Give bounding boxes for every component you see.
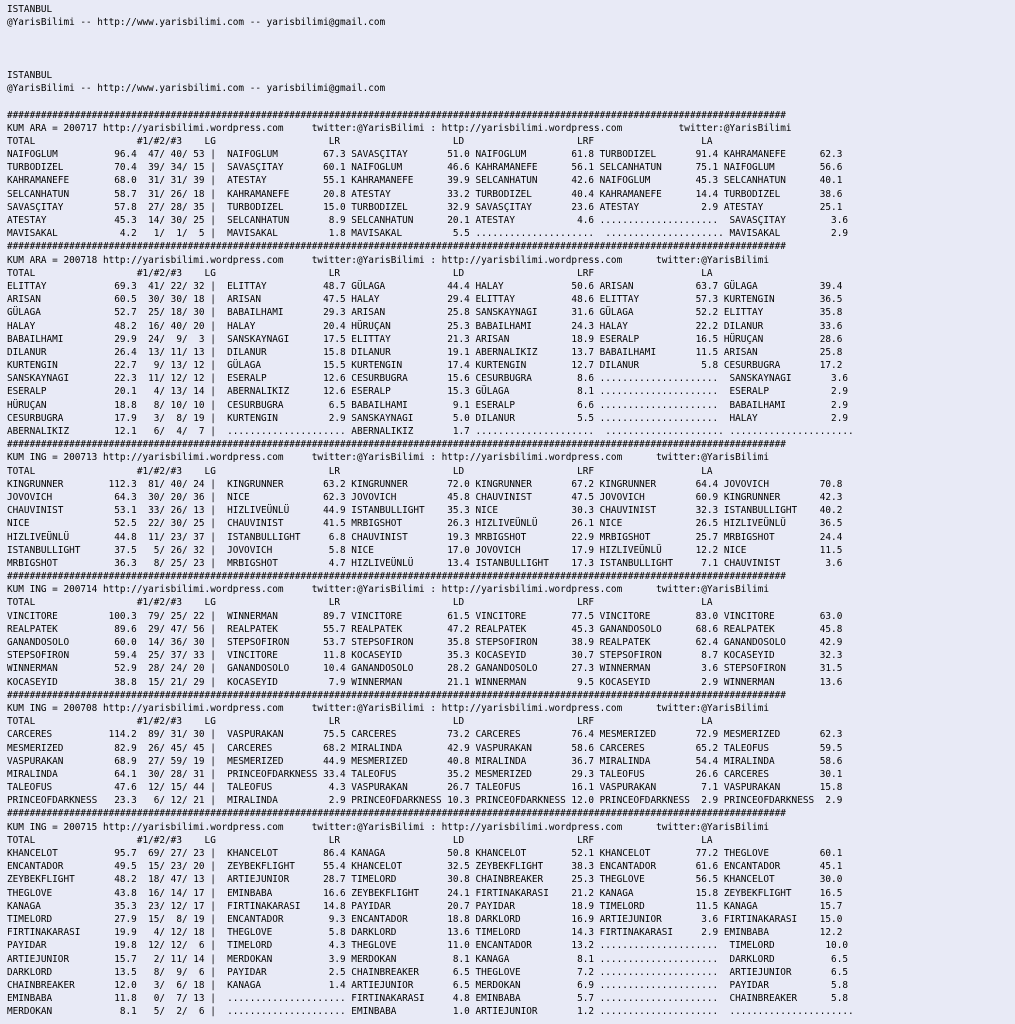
header-city: ISTANBUL [7, 69, 53, 81]
table-row: MESMERIZED 82.9 26/ 45/ 45 | CARCERES 68.2 MIRALINDA 42.9 VASPURAKAN 58.6 CARCERES 65.2 TALEOFUS 59.5 [7, 742, 843, 754]
table-row: TALEOFUS 47.6 12/ 15/ 44 | TALEOFUS 4.3 VASPURAKAN 26.7 TALEOFUS 16.1 VASPURAKAN 7.1 VASPURAKAN 15.8 [7, 782, 843, 794]
table-row: JOVOVICH 64.3 30/ 20/ 36 | NICE 62.3 JOVOVICH 45.8 CHAUVINIST 47.5 JOVOVICH 60.9 KINGRUNNER 42.3 [7, 491, 843, 503]
table-row: ELITTAY 69.3 41/ 22/ 32 | ELITTAY 48.7 GÜLAGA 44.4 HALAY 50.6 ARISAN 63.7 GÜLAGA 39.4 [7, 280, 843, 292]
table-row: HIZLIVEÜNLÜ 44.8 11/ 23/ 37 | ISTANBULLIGHT 6.8 CHAUVINIST 19.3 MRBIGSHOT 22.9 MRBIGSHOT 25.7 MRBIGSHOT 24.4 [7, 531, 843, 543]
table-row: ARISAN 60.5 30/ 30/ 18 | ARISAN 47.5 HALAY 29.4 ELITTAY 48.6 ELITTAY 57.3 KURTENGIN 36.5 [7, 294, 843, 306]
section-title: KUM ARA = 200717 http://yarisbilimi.wordpress.com twitter:@YarisBilimi : http://yarisbilimi.wordpress.com twitter:@YarisBilimi [7, 122, 792, 134]
table-row: SELCANHATUN 58.7 31/ 26/ 18 | KAHRAMANEFE 20.8 ATESTAY 33.2 TURBODIZEL 40.4 KAHRAMANEFE 14.4 TURBODIZEL 38.6 [7, 188, 843, 200]
table-row: NICE 52.5 22/ 30/ 25 | CHAUVINIST 41.5 MRBIGSHOT 26.3 HIZLIVEÜNLÜ 26.1 NICE 26.5 HIZLIVEÜNLÜ 36.5 [7, 518, 843, 530]
table-row: ENCANTADOR 49.5 15/ 23/ 20 | ZEYBEKFLIGHT 55.4 KHANCELOT 32.5 ZEYBEKFLIGHT 38.3 ENCANTADOR 61.6 ENCANTADOR 45.1 [7, 861, 843, 873]
blank-line [7, 29, 1015, 42]
section-title: KUM ING = 200713 http://yarisbilimi.wordpress.com twitter:@YarisBilimi : http://yarisbilimi.wordpress.com twitter:@YarisBilimi [7, 452, 769, 464]
table-row: DILANUR 26.4 13/ 11/ 13 | DILANUR 15.8 DILANUR 19.1 ABERNALIKIZ 13.7 BABAILHAMI 11.5 ARISAN 25.8 [7, 346, 843, 358]
table-row: TIMELORD 27.9 15/ 8/ 19 | ENCANTADOR 9.3 ENCANTADOR 18.8 DARKLORD 16.9 ARTIEJUNIOR 3.6 FIRTINAKARASI 15.0 [7, 913, 843, 925]
column-header: TOTAL #1/#2/#3 LG LR LD LRF LA [7, 597, 713, 609]
separator-line: ########################################################################################################################################## [7, 241, 786, 253]
separator-line: ########################################################################################################################################## [7, 808, 786, 820]
table-row: ZEYBEKFLIGHT 48.2 18/ 47/ 13 | ARTIEJUNIOR 28.7 TIMELORD 30.8 CHAINBREAKER 25.3 THEGLOVE 56.5 KHANCELOT 30.0 [7, 874, 843, 886]
table-row: VINCITORE 100.3 79/ 25/ 22 | WINNERMAN 89.7 VINCITORE 61.5 VINCITORE 77.5 VINCITORE 83.0 VINCITORE 63.0 [7, 610, 843, 622]
blank-line [7, 43, 1015, 56]
table-row: KANAGA 35.3 23/ 12/ 17 | FIRTINAKARASI 14.8 PAYIDAR 20.7 PAYIDAR 18.9 TIMELORD 11.5 KANAGA 15.7 [7, 900, 843, 912]
table-row: SANSKAYNAGI 22.3 11/ 12/ 12 | ESERALP 12.6 CESURBUGRA 15.6 CESURBUGRA 8.6 ..................... SANSKAYNAGI 3.6 [7, 373, 848, 385]
table-row: CHAINBREAKER 12.0 3/ 6/ 18 | KANAGA 1.4 ARTIEJUNIOR 6.5 MERDOKAN 6.9 ..................... PAYIDAR 5.8 [7, 979, 848, 991]
table-row: KINGRUNNER 112.3 81/ 40/ 24 | KINGRUNNER 63.2 KINGRUNNER 72.0 KINGRUNNER 67.2 KINGRUNNER 64.4 JOVOVICH 70.8 [7, 478, 843, 490]
table-row: GÜLAGA 52.7 25/ 18/ 30 | BABAILHAMI 29.3 ARISAN 25.8 SANSKAYNAGI 31.6 GÜLAGA 52.2 ELITTAY 35.8 [7, 307, 843, 319]
separator-line: ########################################################################################################################################## [7, 439, 786, 451]
table-row: CHAUVINIST 53.1 33/ 26/ 13 | HIZLIVEÜNLÜ 44.9 ISTANBULLIGHT 35.3 NICE 30.3 CHAUVINIST 32.3 ISTANBULLIGHT 40.2 [7, 505, 843, 517]
table-row: HÜRUÇAN 18.8 8/ 10/ 10 | CESURBUGRA 6.5 BABAILHAMI 9.1 ESERALP 6.6 ..................... BABAILHAMI 2.9 [7, 399, 848, 411]
table-row: ESERALP 20.1 4/ 13/ 14 | ABERNALIKIZ 12.6 ESERALP 15.3 GÜLAGA 8.1 ..................... ESERALP 2.9 [7, 386, 848, 398]
table-row: KURTENGIN 22.7 9/ 13/ 12 | GÜLAGA 15.5 KURTENGIN 17.4 KURTENGIN 12.7 DILANUR 5.8 CESURBUGRA 17.2 [7, 360, 843, 372]
table-row: GANANDOSOLO 60.0 14/ 36/ 30 | STEPSOFIRON 53.7 STEPSOFIRON 35.8 STEPSOFIRON 38.9 REALPATEK 62.4 GANANDOSOLO 42.9 [7, 637, 843, 648]
header-contact: @YarisBilimi -- http://www.yarisbilimi.com -- yarisbilimi@gmail.com [7, 83, 386, 95]
separator-line: ########################################################################################################################################## [7, 689, 786, 701]
separator-line: ########################################################################################################################################## [7, 571, 786, 583]
table-row: KHANCELOT 95.7 69/ 27/ 23 | KHANCELOT 86.4 KANAGA 50.8 KHANCELOT 52.1 KHANCELOT 77.2 THEGLOVE 60.1 [7, 848, 843, 859]
table-row: ATESTAY 45.3 14/ 30/ 25 | SELCANHATUN 8.9 SELCANHATUN 20.1 ATESTAY 4.6 ..................... SAVASÇITAY 3.6 [7, 215, 848, 226]
table-row: SAVASÇITAY 57.8 27/ 28/ 35 | TURBODIZEL 15.0 TURBODIZEL 32.9 SAVASÇITAY 23.6 ATESTAY 2.9 ATESTAY 25.1 [7, 201, 843, 213]
table-row: STEPSOFIRON 59.4 25/ 37/ 33 | VINCITORE 11.8 KOCASEYID 35.3 KOCASEYID 30.7 STEPSOFIRON 8.7 KOCASEYID 32.3 [7, 650, 843, 662]
table-row: KAHRAMANEFE 68.0 31/ 31/ 39 | ATESTAY 55.1 KAHRAMANEFE 39.9 SELCANHATUN 42.6 NAIFOGLUM 45.3 SELCANHATUN 40.1 [7, 175, 843, 187]
table-row: EMINBABA 11.8 0/ 7/ 13 | ..................... FIRTINAKARASI 4.8 EMINBABA 5.7 ..................... CHAINBREAKER 5.8 [7, 993, 848, 1005]
table-row: MIRALINDA 64.1 30/ 28/ 31 | PRINCEOFDARKNESS 33.4 TALEOFUS 35.2 MESMERIZED 29.3 TALEOFUS 26.6 CARCERES 30.1 [7, 768, 843, 780]
table-row: DARKLORD 13.5 8/ 9/ 6 | PAYIDAR 2.5 CHAINBREAKER 6.5 THEGLOVE 7.2 ..................... ARTIEJUNIOR 6.5 [7, 966, 848, 978]
table-row: FIRTINAKARASI 19.9 4/ 12/ 18 | THEGLOVE 5.8 DARKLORD 13.6 TIMELORD 14.3 FIRTINAKARASI 2.9 EMINBABA 12.2 [7, 927, 843, 939]
section-title: KUM ING = 200714 http://yarisbilimi.wordpress.com twitter:@YarisBilimi : http://yarisbilimi.wordpress.com twitter:@YarisBilimi [7, 584, 769, 596]
table-row: MRBIGSHOT 36.3 8/ 25/ 23 | MRBIGSHOT 4.7 HIZLIVEÜNLÜ 13.4 ISTANBULLIGHT 17.3 ISTANBULLIGHT 7.1 CHAUVINIST 3.6 [7, 557, 843, 569]
table-row: REALPATEK 89.6 29/ 47/ 56 | REALPATEK 55.7 REALPATEK 47.2 REALPATEK 45.3 GANANDOSOLO 68.6 REALPATEK 45.8 [7, 623, 843, 635]
table-row: KOCASEYID 38.8 15/ 21/ 29 | KOCASEYID 7.9 WINNERMAN 21.1 WINNERMAN 9.5 KOCASEYID 2.9 WINNERMAN 13.6 [7, 676, 843, 688]
table-row: TURBODIZEL 70.4 39/ 34/ 15 | SAVASÇITAY 60.1 NAIFOGLUM 46.6 KAHRAMANEFE 56.1 SELCANHATUN 75.1 NAIFOGLUM 56.6 [7, 162, 843, 174]
race-sections [7, 109, 1015, 1019]
table-row: CESURBUGRA 17.9 3/ 8/ 19 | KURTENGIN 2.9 SANSKAYNAGI 5.0 DILANUR 5.5 ..................... HALAY 2.9 [7, 412, 848, 424]
table-row: PAYIDAR 19.8 12/ 12/ 6 | TIMELORD 4.3 THEGLOVE 11.0 ENCANTADOR 13.2 ..................... TIMELORD 10.0 [7, 940, 848, 952]
blank-line [7, 95, 1015, 108]
header-contact: @YarisBilimi -- http://www.yarisbilimi.com -- yarisbilimi@gmail.com [7, 17, 386, 29]
column-header: TOTAL #1/#2/#3 LG LR LD LRF LA [7, 267, 713, 279]
table-row: WINNERMAN 52.9 28/ 24/ 20 | GANANDOSOLO 10.4 GANANDOSOLO 28.2 GANANDOSOLO 27.3 WINNERMAN 3.6 STEPSOFIRON 31.5 [7, 663, 843, 675]
table-row: ISTANBULLIGHT 37.5 5/ 26/ 32 | JOVOVICH 5.8 NICE 17.0 JOVOVICH 17.9 HIZLIVEÜNLÜ 12.2 NICE 11.5 [7, 544, 843, 556]
section-title: KUM ARA = 200718 http://yarisbilimi.wordpress.com twitter:@YarisBilimi : http://yarisbilimi.wordpress.com twitter:@YarisBilimi [7, 254, 769, 266]
blank-line [7, 56, 1015, 69]
table-row: NAIFOGLUM 96.4 47/ 40/ 53 | NAIFOGLUM 67.3 SAVASÇITAY 51.0 NAIFOGLUM 61.8 TURBODIZEL 91.4 KAHRAMANEFE 62.3 [7, 149, 843, 161]
table-row: ABERNALIKIZ 12.1 6/ 4/ 7 | ..................... ABERNALIKIZ 1.7 ..................... ..................... ...................... [7, 426, 854, 437]
table-row: THEGLOVE 43.8 16/ 14/ 17 | EMINBABA 16.6 ZEYBEKFLIGHT 24.1 FIRTINAKARASI 21.2 KANAGA 15.8 ZEYBEKFLIGHT 16.5 [7, 887, 843, 899]
section-title: KUM ING = 200708 http://yarisbilimi.wordpress.com twitter:@YarisBilimi : http://yarisbilimi.wordpress.com twitter:@YarisBilimi [7, 702, 769, 714]
column-header: TOTAL #1/#2/#3 LG LR LD LRF LA [7, 465, 713, 477]
table-row: ARTIEJUNIOR 15.7 2/ 11/ 14 | MERDOKAN 3.9 MERDOKAN 8.1 KANAGA 8.1 ..................... DARKLORD 6.5 [7, 953, 848, 965]
table-row: MERDOKAN 8.1 5/ 2/ 6 | ..................... EMINBABA 1.0 ARTIEJUNIOR 1.2 ..................... ...................... [7, 1006, 854, 1018]
separator-line: ########################################################################################################################################## [7, 109, 786, 121]
table-row: VASPURAKAN 68.9 27/ 59/ 19 | MESMERIZED 44.9 MESMERIZED 40.8 MIRALINDA 36.7 MIRALINDA 54.4 MIRALINDA 58.6 [7, 755, 843, 767]
column-header: TOTAL #1/#2/#3 LG LR LD LRF LA [7, 716, 713, 728]
table-row: PRINCEOFDARKNESS 23.3 6/ 12/ 21 | MIRALINDA 2.9 PRINCEOFDARKNESS 10.3 PRINCEOFDARKNESS 12.0 PRINCEOFDARKNESS 2.9 PRINCEOFDARKNESS 2.9 [7, 795, 843, 807]
header-city: ISTANBUL [7, 4, 53, 15]
table-row: MAVISAKAL 4.2 1/ 1/ 5 | MAVISAKAL 1.8 MAVISAKAL 5.5 ..................... ..................... MAVISAKAL 2.9 [7, 228, 848, 240]
section-title: KUM ING = 200715 http://yarisbilimi.wordpress.com twitter:@YarisBilimi : http://yarisbilimi.wordpress.com twitter:@YarisBilimi [7, 821, 769, 833]
table-row: CARCERES 114.2 89/ 31/ 30 | VASPURAKAN 75.5 CARCERES 73.2 CARCERES 76.4 MESMERIZED 72.9 MESMERIZED 62.3 [7, 729, 843, 741]
table-row: BABAILHAMI 29.9 24/ 9/ 3 | SANSKAYNAGI 17.5 ELITTAY 21.3 ARISAN 18.9 ESERALP 16.5 HÜRUÇAN 28.6 [7, 333, 843, 345]
table-row: HALAY 48.2 16/ 40/ 20 | HALAY 20.4 HÜRUÇAN 25.3 BABAILHAMI 24.3 HALAY 22.2 DILANUR 33.6 [7, 320, 843, 332]
column-header: TOTAL #1/#2/#3 LG LR LD LRF LA [7, 834, 713, 846]
column-header: TOTAL #1/#2/#3 LG LR LD LRF LA [7, 135, 713, 147]
